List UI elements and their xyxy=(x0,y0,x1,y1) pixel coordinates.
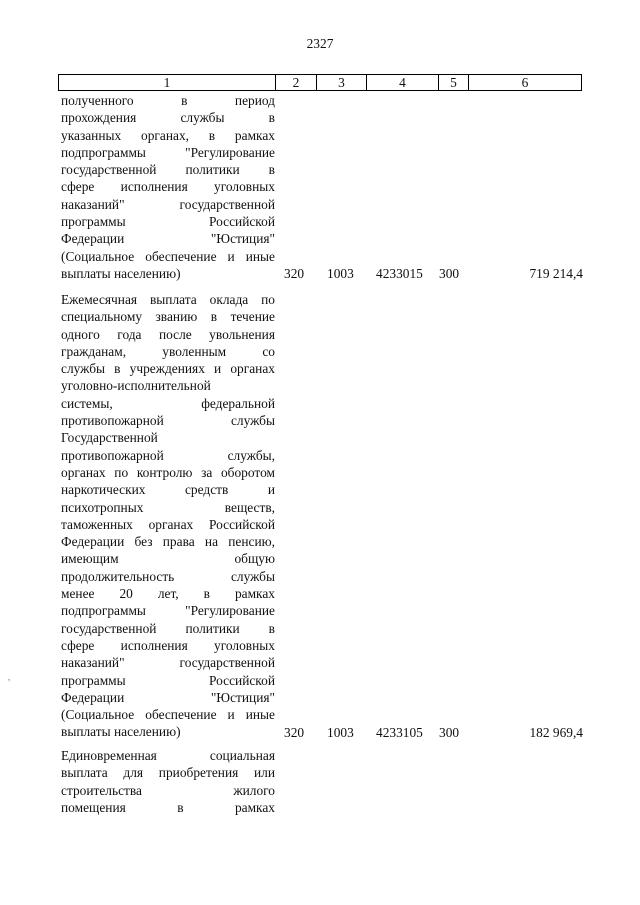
description-line: специальному званию в течение xyxy=(61,309,275,325)
description-line: Единовременная социальная xyxy=(61,748,275,763)
description-line: наркотических средств и xyxy=(61,482,275,498)
description-line: гражданам, уволенным со xyxy=(61,343,275,359)
description-line: (Социальное обеспечение и иные xyxy=(61,707,275,723)
scan-mark: , xyxy=(8,672,11,682)
description-line: (Социальное обеспечение и иные xyxy=(61,248,275,264)
row-description xyxy=(61,747,275,816)
description-line: службы в учреждениях и органах xyxy=(61,361,275,377)
description-line: прохождения службы в xyxy=(61,110,275,126)
description-line: Государственной xyxy=(61,430,158,446)
description-line: наказаний" государственной xyxy=(61,655,275,671)
cell-col-5: 300 xyxy=(439,725,460,740)
description-line: подпрограммы "Регулирование xyxy=(61,144,275,160)
cell-col-5: 300 xyxy=(439,266,460,281)
cell-col-4: 4233105 xyxy=(376,725,423,740)
column-header-5: 5 xyxy=(439,75,469,91)
column-header-2: 2 xyxy=(276,75,317,91)
cell-col-6: 719 214,4 xyxy=(529,266,583,281)
description-line: сфере исполнения уголовных xyxy=(61,179,275,195)
cell-col-2: 320 xyxy=(284,725,305,740)
description-line: подпрограммы "Регулирование xyxy=(61,603,275,619)
description-line: противопожарной службы, xyxy=(61,447,275,463)
description-line: Федерации "Юстиция" xyxy=(61,689,275,705)
description-line: органах по контролю за оборотом xyxy=(61,464,275,480)
column-header-1: 1 xyxy=(59,75,276,91)
row-description xyxy=(61,291,275,741)
row-description xyxy=(61,92,275,282)
description-line: Федерации "Юстиция" xyxy=(61,231,275,247)
description-line: выплаты населению) xyxy=(61,724,181,740)
description-line: программы Российской xyxy=(61,214,275,230)
description-line: одного года после увольнения xyxy=(61,326,275,342)
column-header-4: 4 xyxy=(367,75,439,91)
cell-col-3: 1003 xyxy=(327,266,354,281)
cell-col-6: 182 969,4 xyxy=(529,725,583,740)
description-line: помещения в рамках xyxy=(61,799,275,815)
description-line: уголовно-исполнительной xyxy=(61,378,211,394)
column-header-6: 6 xyxy=(469,75,582,91)
description-line: программы Российской xyxy=(61,672,275,688)
description-line: наказаний" государственной xyxy=(61,196,275,212)
description-line: системы, федеральной xyxy=(61,395,275,411)
description-line: полученного в период xyxy=(61,93,275,108)
description-line: психотропных веществ, xyxy=(61,499,275,515)
page-number: 2327 xyxy=(306,36,334,51)
description-line: продолжительность службы xyxy=(61,568,275,584)
column-header-row xyxy=(59,75,582,91)
description-line: противопожарной службы xyxy=(61,413,275,429)
cell-col-4: 4233015 xyxy=(376,266,423,281)
description-line: сфере исполнения уголовных xyxy=(61,637,275,653)
description-line: таможенных органах Российской xyxy=(61,516,275,532)
column-header-table xyxy=(58,74,582,91)
description-line: выплаты населению) xyxy=(61,265,181,281)
cell-col-3: 1003 xyxy=(327,725,354,740)
description-line: имеющим общую xyxy=(61,551,275,567)
column-header-3: 3 xyxy=(317,75,367,91)
description-line: Федерации без права на пенсию, xyxy=(61,534,275,550)
description-line: указанных органах, в рамках xyxy=(61,127,275,143)
description-line: менее 20 лет, в рамках xyxy=(61,586,275,602)
description-line: Ежемесячная выплата оклада по xyxy=(61,292,275,307)
description-line: выплата для приобретения или xyxy=(61,765,275,781)
description-line: государственной политики в xyxy=(61,620,275,636)
cell-col-2: 320 xyxy=(284,266,305,281)
description-line: государственной политики в xyxy=(61,162,275,178)
description-line: строительства жилого xyxy=(61,782,275,798)
